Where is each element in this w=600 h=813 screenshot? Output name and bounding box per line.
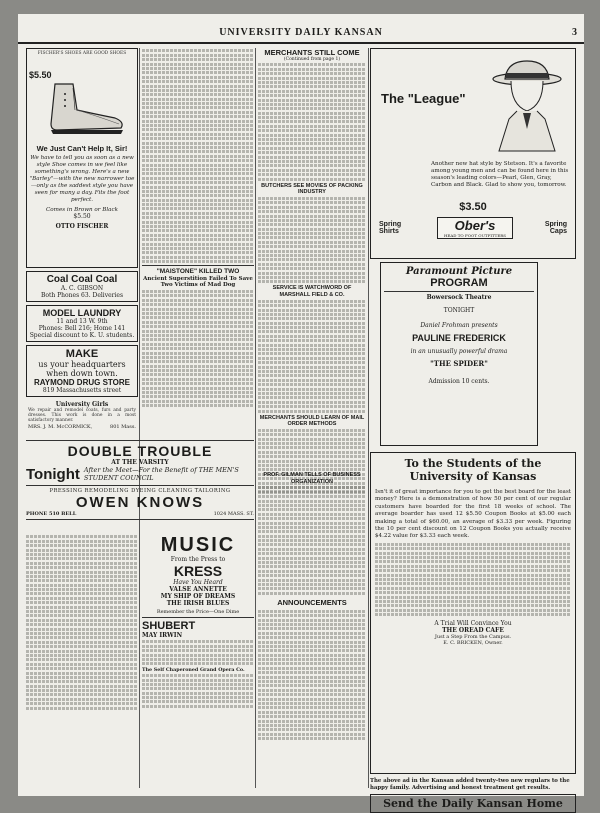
- fischer-banner: FISCHER'S SHOES ARE GOOD SHOES: [37, 51, 127, 56]
- owen-address: 1024 MASS. ST.: [213, 511, 254, 517]
- girls-address: 801 Mass.: [110, 423, 136, 430]
- column-4: [370, 48, 576, 813]
- trouble-after: After the Meet—For the Benefit of THE MEN'S STUDENT COUNCIL: [83, 466, 239, 482]
- kress-ad: [142, 534, 254, 709]
- article-text: [142, 49, 254, 263]
- girls-ad: [26, 400, 138, 431]
- article-text: [26, 535, 138, 709]
- trouble-title: DOUBLE TROUBLE: [67, 443, 213, 459]
- column-3-lower: [258, 472, 366, 788]
- obers-ad: [370, 48, 576, 259]
- merchants-sub: (Continued from page 1): [283, 57, 341, 62]
- learn-title: MERCHANTS SHOULD LEARN OF MAIL ORDER METHODS: [259, 414, 365, 428]
- laundry-address: 11 and 13 W. 9th: [56, 318, 108, 325]
- paramount-theater: Bowersock Theatre: [426, 294, 492, 301]
- man-in-hat-icon: [487, 59, 567, 154]
- paramount-ad: [380, 262, 538, 446]
- obers-logo: [437, 217, 513, 239]
- obers-brand-sub: HEAD TO FOOT OUTFITTERS: [443, 233, 507, 238]
- laundry-ad: [26, 305, 138, 342]
- spring-caps: Spring Caps: [544, 221, 567, 235]
- paramount-brand: Paramount Picture: [405, 266, 513, 277]
- article-text: [142, 674, 254, 708]
- kress-name: KRESS: [173, 563, 223, 579]
- music-from: From the Press to: [170, 556, 226, 563]
- article-text: [258, 63, 366, 180]
- announcements-title: ANNOUNCEMENTS: [277, 597, 347, 607]
- league-body: Another new hat style by Stetson. It's a favorite among young men and can be found here in this season's leading colors—Pearl, Glen, Gray, Carbon and Black. Glad to show you, tomorrow.: [431, 161, 569, 188]
- trouble-at: AT THE VARSITY: [111, 459, 169, 466]
- cafe-sub: Just a Step From the Campus.: [434, 634, 512, 641]
- column-1: [26, 48, 138, 434]
- merchants-article: [258, 48, 366, 472]
- column-rule: [368, 48, 369, 788]
- coal-headline: Coal Coal Coal: [46, 274, 118, 285]
- page-number: 3: [572, 27, 578, 38]
- article-text: [258, 486, 366, 594]
- paramount-presents: Daniel Frohman presents: [420, 322, 498, 329]
- newspaper-page: [18, 14, 584, 811]
- obers-brand: Ober's: [454, 218, 496, 233]
- maistone-title: "MAISTONE" KILLED TWO: [156, 268, 240, 276]
- raymond-name: RAYMOND DRUG STORE: [33, 378, 130, 387]
- paramount-tonight: TONIGHT: [443, 307, 475, 314]
- fischer-headline: We Just Can't Help It, Sir!: [36, 144, 128, 154]
- article-text: [142, 640, 254, 665]
- fischer-price-2: $5.50: [73, 213, 91, 221]
- students-body: Isn't it of great importance for you to get the best board for the least money? Here is a demonstration of how 50 per cent of our regular customers have boarded for the first 18 weeks of school. The average boarder has used 12 $5.50 Coupon Books at $5.00 each making a total of $60.00, an average of $3.33 per week. Figuring the 10 per cent discount on 12 Coupon Books you actually receive $4.22 value for $3.33 each week.: [375, 489, 571, 540]
- raymond-address: 819 Massachusetts street: [42, 387, 122, 394]
- spring-shirts: Spring Shirts: [379, 221, 402, 235]
- column-2: [142, 48, 254, 433]
- league-price: $3.50: [459, 201, 487, 213]
- music-remember: Remember the Price—One Dime: [156, 609, 240, 615]
- fischer-owner: OTTO FISCHER: [55, 223, 109, 231]
- fischer-price: $5.50: [29, 70, 52, 81]
- owen-name: OWEN KNOWS: [75, 494, 205, 511]
- laundry-phones: Phones: Bell 216; Home 141: [38, 325, 126, 332]
- coal-ad: [26, 271, 138, 302]
- music-title: MUSIC: [160, 534, 236, 556]
- maistone-sub: Ancient Superstition Failed To Save Two Victims of Mad Dog: [143, 275, 253, 289]
- shubert-name: SHUBERT: [142, 620, 196, 632]
- masthead-title: UNIVERSITY DAILY KANSAN: [219, 27, 383, 38]
- trouble-ad: [26, 438, 254, 522]
- paramount-star: PAULINE FREDERICK: [412, 333, 506, 343]
- prof-title: PROF. GILMAN TELLS OF BUSINESS ORGANIZATION: [263, 472, 361, 485]
- students-heading: To the Students of the University of Kansas: [404, 457, 542, 483]
- laundry-name: MODEL LAUNDRY: [42, 308, 122, 318]
- footer-note: The above ad in the Kansan added twenty-two new regulars to the happy family. Advertising and honest treatment get results.: [370, 778, 570, 791]
- paramount-in: in an unusually powerful drama: [410, 348, 508, 355]
- shubert-show: The Self Chaperoned Grand Opera Co.: [142, 666, 245, 673]
- shubert-date: MAY IRWIN: [142, 632, 183, 639]
- masthead: [18, 24, 584, 44]
- fischer-body: We have to tell you as soon as a new style Shoe comes in we feel like something's wrong. Here's a new "Barley"—with the new narrower toe—only as the saddest style you have seen for many a day. Fits the foot perfect.: [29, 155, 135, 204]
- trouble-tonight: Tonight: [26, 466, 80, 483]
- cafe-name: THE OREAD CAFE: [442, 627, 504, 635]
- raymond-line1: MAKE: [65, 348, 99, 360]
- students-trial: A Trial Will Convince You: [434, 620, 512, 628]
- column-rule: [139, 48, 140, 788]
- shoe-icon: [37, 80, 127, 138]
- paramount-program: PROGRAM: [430, 277, 488, 289]
- service-title: SERVICE IS WATCHWORD OF MARSHALL FIELD & CO.: [272, 285, 352, 298]
- merchants-title: MERCHANTS STILL COME: [264, 48, 360, 57]
- column-rule: [255, 48, 256, 788]
- col4-middle: [370, 262, 576, 446]
- paramount-admission: Admission 10 cents.: [428, 378, 490, 385]
- owen-phone: PHONE 510 BELL: [26, 511, 77, 517]
- laundry-discount: Special discount to K. U. students.: [29, 332, 135, 339]
- article-text: [375, 543, 571, 616]
- butchers-title: BUTCHERS SEE MOVIES OF PACKING INDUSTRY: [261, 182, 363, 196]
- fischer-tagline: Comes in Brown or Black: [46, 207, 118, 214]
- oread-cafe-ad: [370, 452, 576, 774]
- girls-headline: University Girls: [55, 401, 109, 408]
- cafe-owner: E. C. BRICKEN, Owner.: [443, 640, 503, 647]
- article-text: [258, 300, 366, 413]
- coal-seller: A. C. GIBSON: [60, 285, 104, 292]
- league-title: The "League": [381, 91, 466, 106]
- article-text: [258, 610, 366, 740]
- girls-name: MRS. J. M. McCORMICK,: [28, 423, 93, 430]
- footer-banner: Send the Daily Kansan Home: [370, 794, 576, 813]
- raymond-ad: [26, 345, 138, 397]
- article-text: [258, 197, 366, 283]
- music-heard: Have You Heard: [173, 579, 223, 586]
- girls-body: We repair and remodel coats, furs and party dresses. This work is done in a most satisfactory manner.: [28, 408, 136, 424]
- raymond-line2: us your headquarters when down town.: [38, 360, 126, 378]
- music-songs: VALSE ANNETTE MY SHIP OF DREAMS THE IRISH BLUES: [160, 586, 236, 607]
- article-text: [142, 290, 254, 407]
- coal-phones: Both Phones 63. Deliveries: [40, 292, 124, 299]
- owen-services: PRESSING REMODELING DYEING CLEANING TAILORING: [49, 488, 231, 494]
- letter-column: [26, 534, 138, 784]
- fischer-ad: [26, 48, 138, 268]
- paramount-film: "THE SPIDER": [430, 359, 488, 368]
